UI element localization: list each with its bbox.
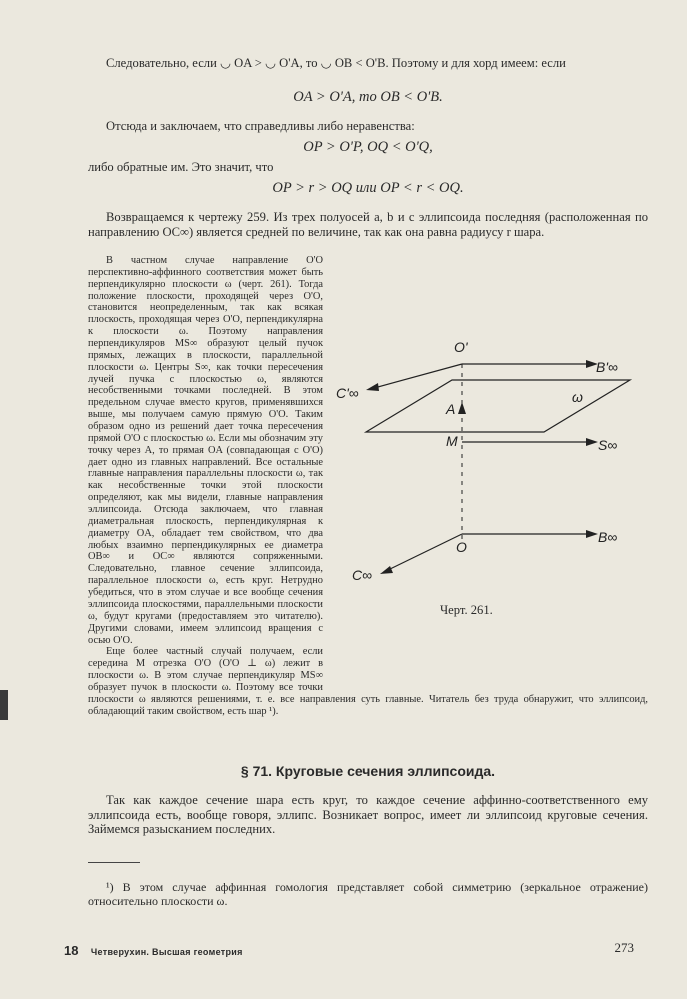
figure-caption: Черт. 261. xyxy=(440,603,493,617)
plane-omega xyxy=(366,380,630,432)
label-b-inf: B∞ xyxy=(598,529,618,545)
arrow-s xyxy=(586,438,598,446)
page-footer xyxy=(64,942,634,960)
arrow-b xyxy=(586,530,598,538)
paragraph-4: Возвращаемся к чертежу 259. Из трех полуосей a, b и c эллипсоида последняя (расположенная по направлению OC∞) является средней по величине, так как она равна радиусу r шара. xyxy=(88,210,648,239)
footnote: ¹) В этом случае аффинная гомология представляет собой симметрию (зеркальное отражение) относительно плоскости ω. xyxy=(88,880,648,908)
formula-2: OP > O'P, OQ < O'Q, xyxy=(303,139,433,155)
arrow-a xyxy=(458,402,466,414)
line-o-c xyxy=(388,534,462,570)
formula-1: OA > O'A, то OB < O'B. xyxy=(293,89,443,105)
label-c-inf: C∞ xyxy=(352,567,373,583)
section-title: § 71. Круговые сечения эллипсоида. xyxy=(240,763,496,779)
line-o-prime-c xyxy=(374,364,462,388)
book-title: Четверухин. Высшая геометрия xyxy=(90,947,243,957)
formula-3: OP > r > OQ или OP < r < OQ. xyxy=(272,180,464,196)
paragraph-5-text: В частном случае направление O'O перспективно-аффинного соответствия может быть перпендикулярно плоскости ω (черт. 261). Тогда положение плоскости, проходящей через O'O, становится неопределенным, так как всякая плоскость, проходящая через O'O, перпендикулярна к плоскости ω. Поэтому направления перпендикуляров MS∞ образуют целый пучок прямых, лежащих в плоскости, параллельной плоскости ω. Центры S∞, как точки пересечения лучей пучка с плоскостью ω, являются несобственными точками последней. В этом предельном случае вместо кругов, применявшихся выше, мы получаем самую прямую O'O. Таким образом одно из решений дает точка пересечения прямой O'O с плоскостью ω. Если мы обозначим эту точку через A, то прямая OA (совпадающая с O'O) дает одно из главных направлений. Все остальные главные направления параллельны плоскости ω, так как несобственные точки этой плоскости определяют, как мы видели, главные направления эллипсоида. Отсюда заключаем, что главная диаметральная плоскость, перпендикулярная к диаметру OA, обладает тем свойством, что два любых взаимно перпендикулярных ее диаметра OB∞ и OC∞ являются сопряженными. Следовательно, главное сечение эллипсоида, параллельное плоскости ω, есть круг. Нетрудно убедиться, что в этом случае и все вообще сечения эллипсоида плоскостями, параллельными плоскости ω, будут кругами (предоставляем это читателю). Другими словами, имеем эллипсоид вращения с осью O'O. xyxy=(88,255,323,646)
label-o-prime: O' xyxy=(454,339,468,355)
arrow-c xyxy=(380,566,393,574)
margin-bookmark-mark xyxy=(0,690,8,720)
paragraph-6: Еще более частный случай получаем, если середина M отрезка O'O (O'O ⊥ ω) лежит в плоскости ω. В этом случае перпендикуляр MS∞ образует пучок в плоскости ω. Поэтому все точки плоскости ω являются решениями, т. е. все направления суть главные. Читатель без труда обнаружит, что эллипсоид, обладающий таким свойством, есть шар ¹). xyxy=(88,646,648,717)
label-c-inf-prime: C'∞ xyxy=(336,385,359,401)
signature-mark: 18 xyxy=(64,943,79,958)
figure-261-drawing xyxy=(330,324,660,594)
arrow-c-prime xyxy=(366,383,379,391)
label-o: O xyxy=(456,539,467,555)
label-b-inf-prime: B'∞ xyxy=(596,359,618,375)
paragraph-3: либо обратные им. Это значит, что xyxy=(88,160,274,174)
footnote-rule xyxy=(88,862,140,863)
label-s-inf: S∞ xyxy=(598,437,618,453)
paragraph-2: Отсюда и заключаем, что справедливы либо неравенства: xyxy=(106,119,415,133)
label-m: M xyxy=(446,433,458,449)
figure-261 xyxy=(330,324,660,594)
label-a: A xyxy=(446,401,456,417)
paragraph-1: Следовательно, если ◡ OA > ◡ O'A, то ◡ OB < O'B. Поэтому и для хорд имеем: если xyxy=(106,56,566,70)
label-omega: ω xyxy=(572,389,583,405)
page-number: 273 xyxy=(614,940,634,955)
paragraph-7: Так как каждое сечение шара есть круг, то каждое сечение аффинно-соответственного ему эллипсоида есть, вообще говоря, эллипс. Возникает вопрос, имеет ли эллипсоид круговые сечения. Займемся разысканием последних. xyxy=(88,793,648,837)
